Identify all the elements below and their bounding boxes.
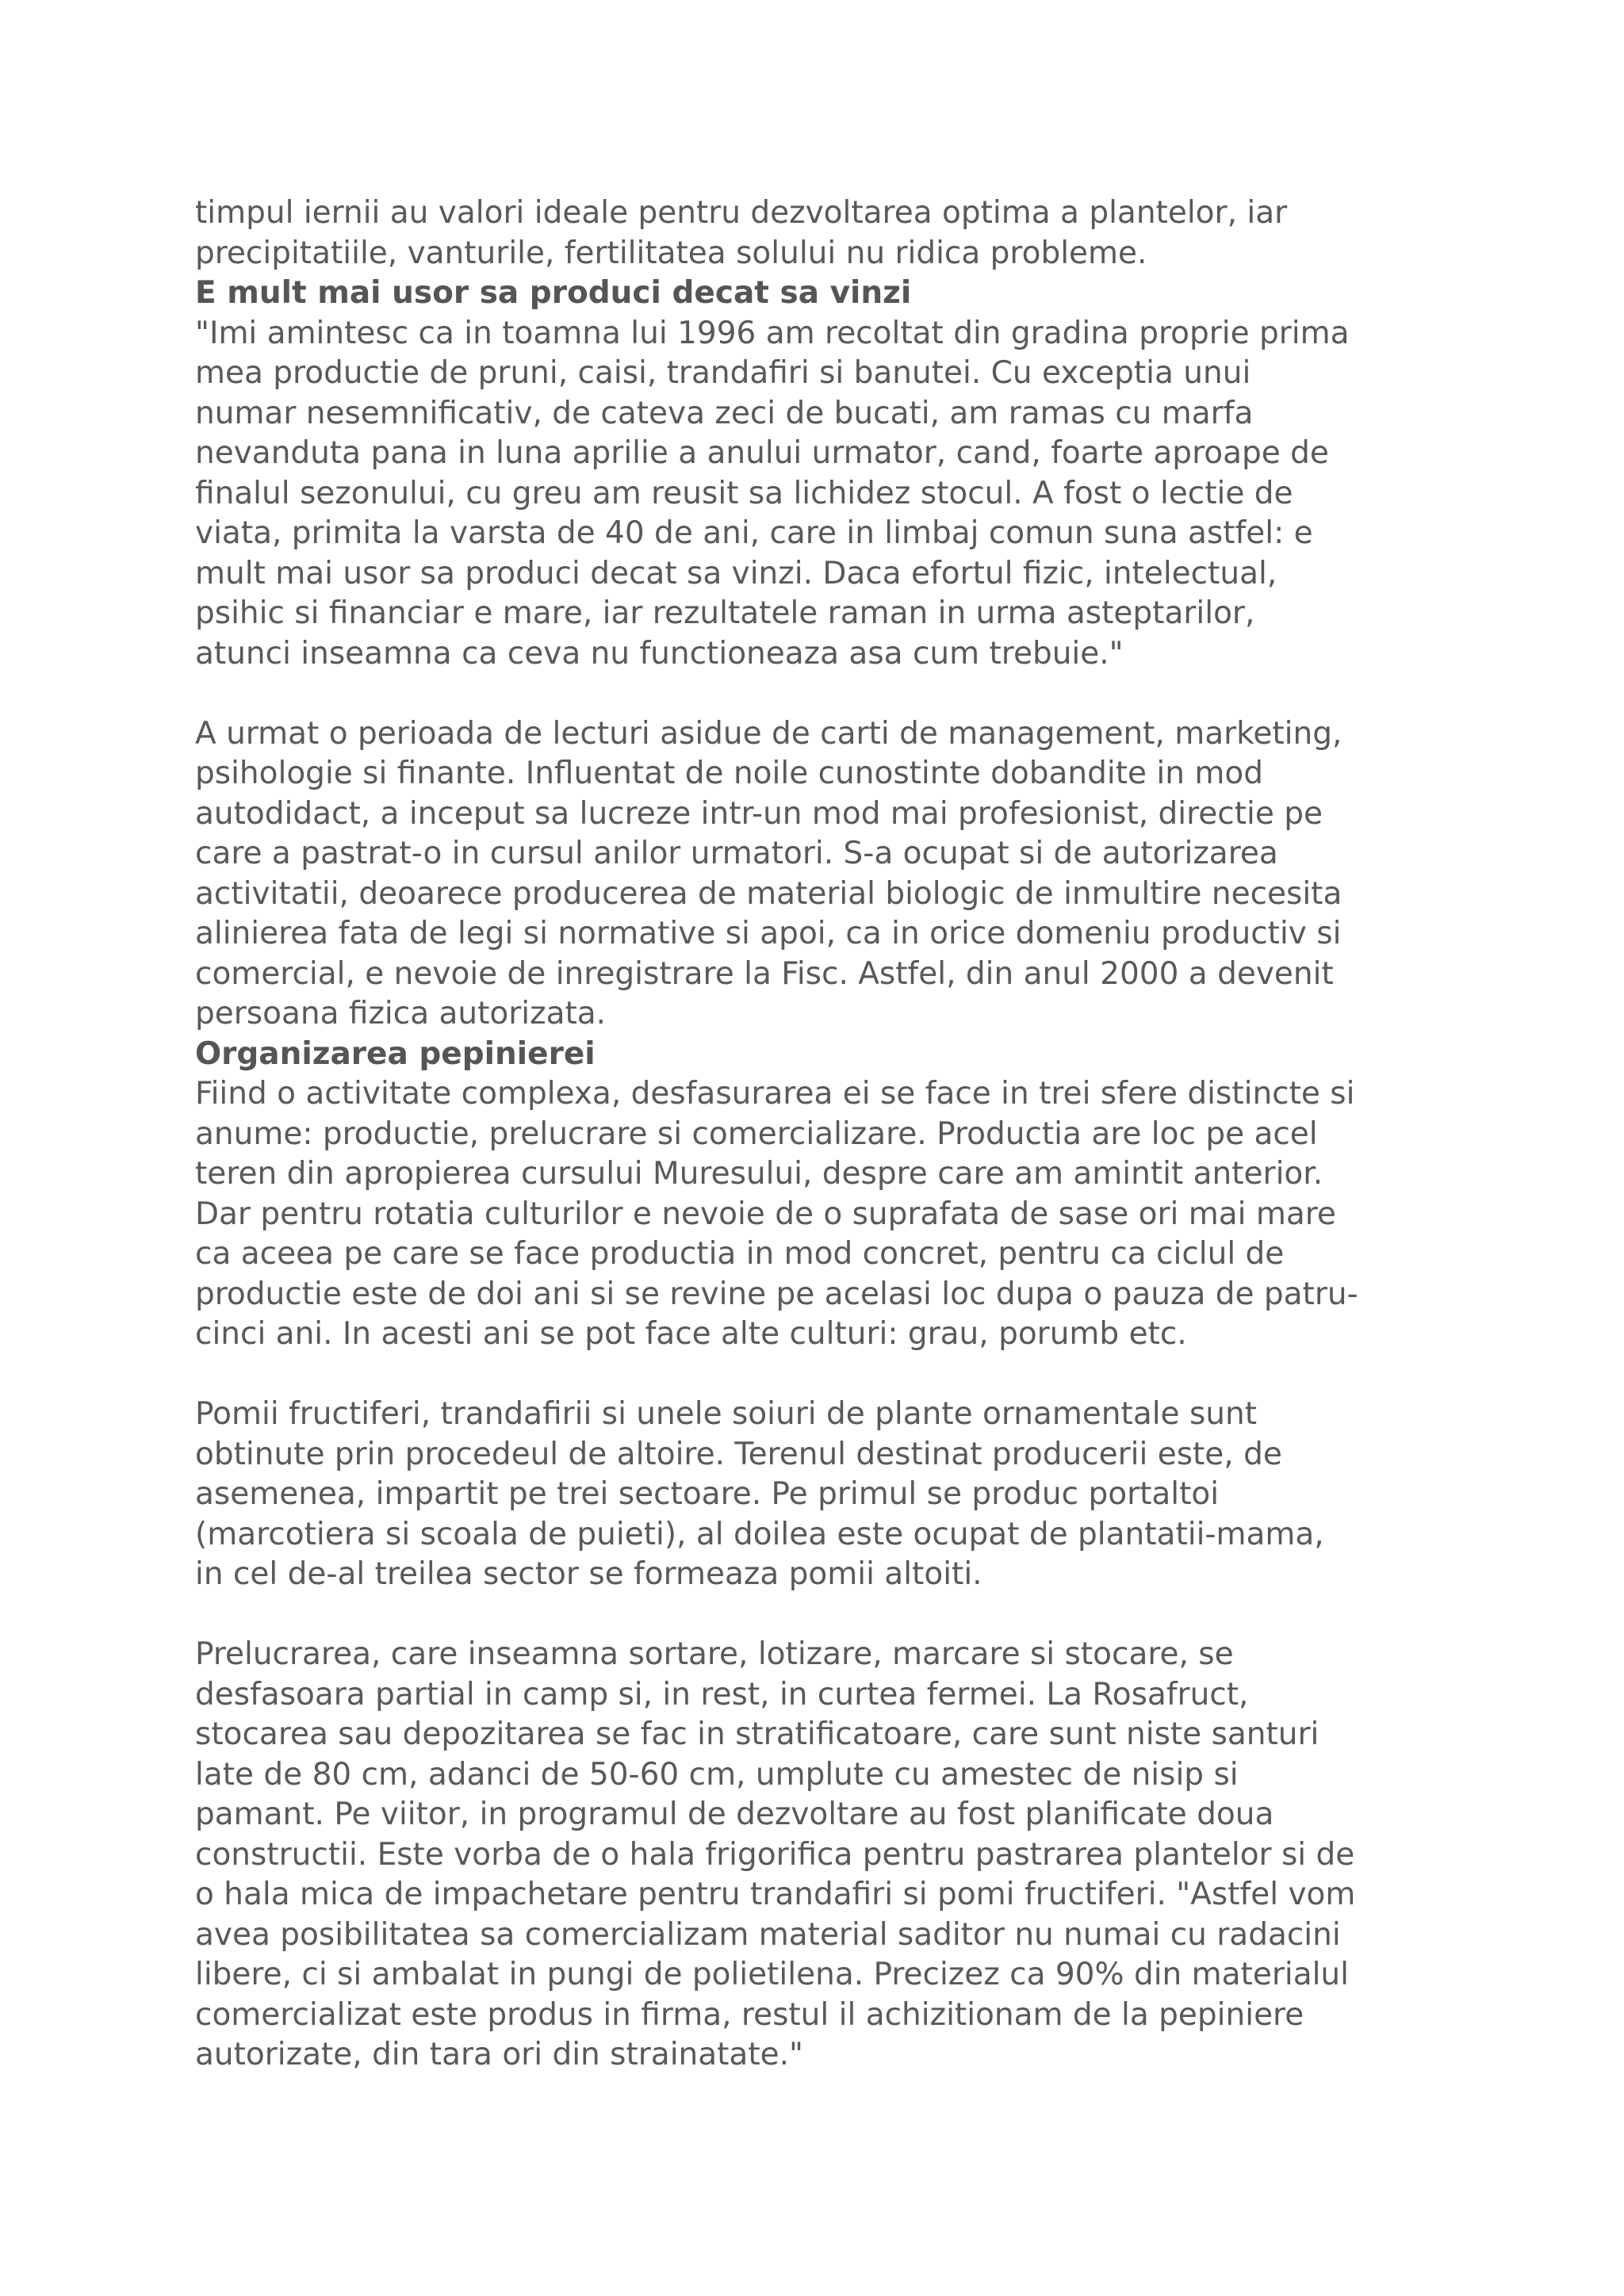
paragraph-management-reading: A urmat o perioada de lecturi asidue de carti de management, marketing, psihologie si finante. Influentat de noile cunostinte dobandite in mod autodidact, a inceput sa lucreze intr-un mod mai profesionist, directie pe care a pastrat-o in cursul anilor urmatori. S-a ocupat si de autorizarea activitatii, deoarece producerea de material biologic de inmultire necesita alinierea fata de legi si normative si apoi, ca in orice domeniu productiv si comercial, e nevoie de inregistrare la Fisc. Astfel, din anul 2000 a devenit persoana fizica autorizata. <box>195 715 1342 1031</box>
paragraph-activity-spheres: Fiind o activitate complexa, desfasurarea ei se face in trei sfere distincte si anume: productie, prelucrare si comercializare. Productia are loc pe acel teren din apropierea cursului Muresului, despre care am amintit anterior. Dar pentru rotatia culturilor e nevoie de o suprafata de sase ori mai mare ca aceea pe care se face productia in mod concret, pentru ca ciclul de productie este de doi ani si se revine pe acelasi loc dupa o pauza de patru- cinci ani. In acesti ani se pot face alte culturi: grau, porumb etc. <box>195 1076 1358 1352</box>
paragraph-spacer <box>195 1595 1448 1636</box>
heading-selling: E mult mai usor sa produci decat sa vinzi <box>195 275 912 311</box>
document-page <box>195 193 1448 2076</box>
paragraph-spacer <box>195 674 1448 714</box>
heading-organization: Organizarea pepinierei <box>195 1035 596 1072</box>
paragraph-processing: Prelucrarea, care inseamna sortare, lotizare, marcare si stocare, se desfasoara partial in camp si, in rest, in curtea fermei. La Rosafruct, stocarea sau depozitarea se fac in stratificatoare, care sunt niste santuri late de 80 cm, adanci de 50-60 cm, umplute cu amestec de nisip si pamant. Pe viitor, in programul de dezvoltare au fost planificate doua constructii. Este vorba de o hala frigorifica pentru pastrarea plantelor si de o hala mica de impachetare pentru trandafiri si pomi fructiferi. "Astfel vom avea posibilitatea sa comercializam material saditor nu numai cu radacini libere, ci si ambalat in pungi de polietilena. Precizez ca 90% din materialul comercializat este produs in firma, restul il achizitionam de la pepiniere autorizate, din tara ori din strainatate." <box>195 1636 1356 2072</box>
paragraph-climate: timpul iernii au valori ideale pentru dezvoltarea optima a plantelor, iar precipitatiile, vanturile, fertilitatea solului nu ridica probleme. <box>195 195 1288 271</box>
paragraph-quote-1996: "Imi amintesc ca in toamna lui 1996 am recoltat din gradina proprie prima mea productie de pruni, caisi, trandafiri si banutei. Cu exceptia unui numar nesemnificativ, de cateva zeci de bucati, am ramas cu marfa nevanduta pana in luna aprilie a anului urmator, cand, foarte aproape de finalul sezonului, cu greu am reusit sa lichidez stocul. A fost o lectie de viata, primita la varsta de 40 de ani, care in limbaj comun suna astfel: e mult mai usor sa produci decat sa vinzi. Daca efortul fizic, intelectual, psihic si financiar e mare, iar rezultatele raman in urma asteptarilor, atunci inseamna ca ceva nu functioneaza asa cum trebuie." <box>195 315 1350 672</box>
paragraph-spacer <box>195 1355 1448 1395</box>
paragraph-grafting: Pomii fructiferi, trandafirii si unele soiuri de plante ornamentale sunt obtinute prin procedeul de altoire. Terenul destinat producerii este, de asemenea, impartit pe trei sectoare. Pe primul se produc portaltoi (marcotiera si scoala de puieti), al doilea este ocupat de plantatii-mama, in cel de-al treilea sector se formeaza pomii altoiti. <box>195 1396 1324 1592</box>
